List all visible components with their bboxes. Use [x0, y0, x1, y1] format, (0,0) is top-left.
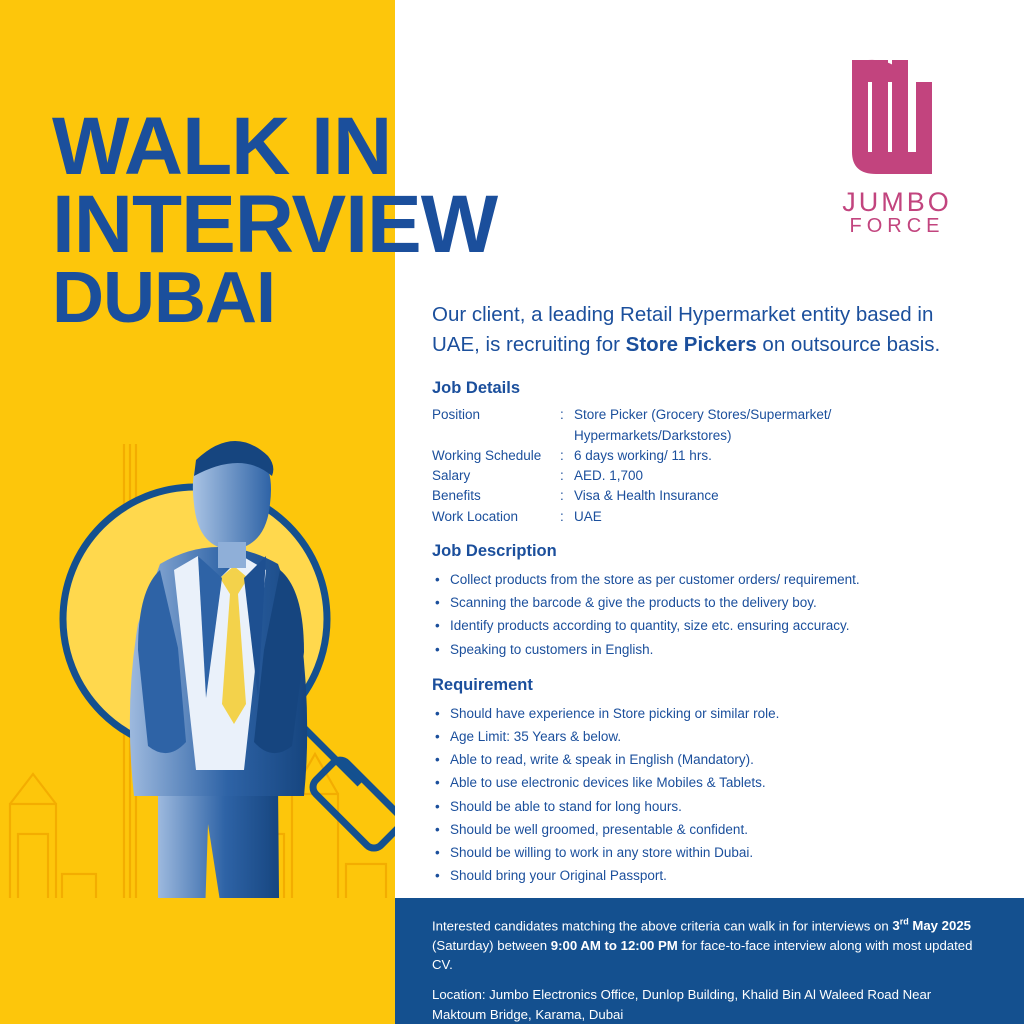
intro-part-2: on outsource basis. [756, 332, 941, 356]
requirement-list [432, 702, 984, 888]
footer-walkin-text [432, 916, 988, 975]
detail-row [432, 507, 984, 527]
footer-date-rest: May 2025 [908, 918, 972, 934]
detail-colon: : [560, 468, 564, 484]
job-details-title: Job Details [432, 379, 521, 398]
detail-row [432, 486, 984, 506]
detail-label: Salary [432, 468, 471, 484]
headline-line-1: WALK IN [52, 101, 392, 192]
list-item: • Should bring your Original Passport. [432, 864, 984, 887]
headline-line-3: DUBAI [52, 257, 275, 338]
detail-colon: : [560, 488, 564, 504]
list-item: • Should be willing to work in any store within Dubai. [432, 841, 984, 864]
logo-name: JUMBO [842, 187, 952, 217]
logo-subname: FORCE [849, 215, 945, 238]
jumbo-logo-icon [832, 52, 962, 182]
footer-date-suffix: rd [899, 917, 909, 927]
job-description-title: Job Description [432, 541, 557, 560]
list-item: • Able to use electronic devices like Mobiles & Tablets. [432, 771, 984, 794]
detail-label: Working Schedule [432, 447, 542, 463]
list-item: • Should be able to stand for long hours. [432, 795, 984, 818]
footer-time: 9:00 AM to 12:00 PM [550, 937, 678, 953]
footer-location: Location: Jumbo Electronics Office, Dunlop Building, Khalid Bin Al Waleed Road Near Maktoum Bridge, Karama, Dubai [432, 986, 932, 1022]
detail-value: AED. 1,700 [574, 468, 644, 484]
detail-label: Benefits [432, 488, 481, 504]
detail-value: 6 days working/ 11 hrs. [574, 447, 712, 463]
page-title [52, 101, 692, 338]
logo-wordmark [822, 188, 972, 237]
list-item: • Should have experience in Store picking or similar role. [432, 702, 984, 725]
footer-day: (Saturday) between [432, 937, 551, 953]
list-item: • Speaking to customers in English. [432, 638, 984, 661]
list-item: • Able to read, write & speak in English (Mandatory). [432, 748, 984, 771]
detail-label: Position [432, 407, 481, 423]
job-details-table [432, 405, 984, 527]
detail-value: Store Picker (Grocery Stores/Supermarket/ Hypermarkets/Darkstores) [574, 407, 832, 443]
intro-part-1: Our client, a leading Retail Hypermarket entity based in UAE, is recruiting for [432, 303, 934, 356]
detail-label: Work Location [432, 508, 519, 524]
footer-banner [395, 898, 1024, 1024]
list-item: • Age Limit: 35 Years & below. [432, 725, 984, 748]
detail-row [432, 466, 984, 486]
detail-value: UAE [574, 508, 602, 524]
requirement-title: Requirement [432, 675, 533, 694]
detail-row [432, 405, 984, 446]
job-content [432, 300, 984, 903]
footer-line-a: Interested candidates matching the above criteria can walk in for interviews on [432, 918, 893, 934]
footer-line-b: for face-to-face interview along with most updated CV. [432, 937, 973, 973]
detail-colon: : [560, 447, 564, 463]
list-item: • Should be well groomed, presentable & confident. [432, 818, 984, 841]
headline-line-2: INTERVIEW [52, 178, 498, 270]
footer-date-number: 3 [892, 918, 900, 934]
jumbo-force-logo [822, 52, 972, 237]
intro-bold-role: Store Pickers [625, 332, 757, 356]
detail-colon: : [560, 407, 564, 423]
detail-colon: : [560, 508, 564, 524]
footer-left-yellow-strip [0, 898, 395, 1024]
detail-row [432, 446, 984, 466]
list-item: • Identify products according to quantity, size etc. ensuring accuracy. [432, 614, 984, 637]
detail-value: Visa & Health Insurance [574, 488, 719, 504]
list-item: • Scanning the barcode & give the products to the delivery boy. [432, 591, 984, 614]
list-item: • Collect products from the store as per customer orders/ requirement. [432, 568, 984, 591]
job-description-list [432, 568, 984, 661]
